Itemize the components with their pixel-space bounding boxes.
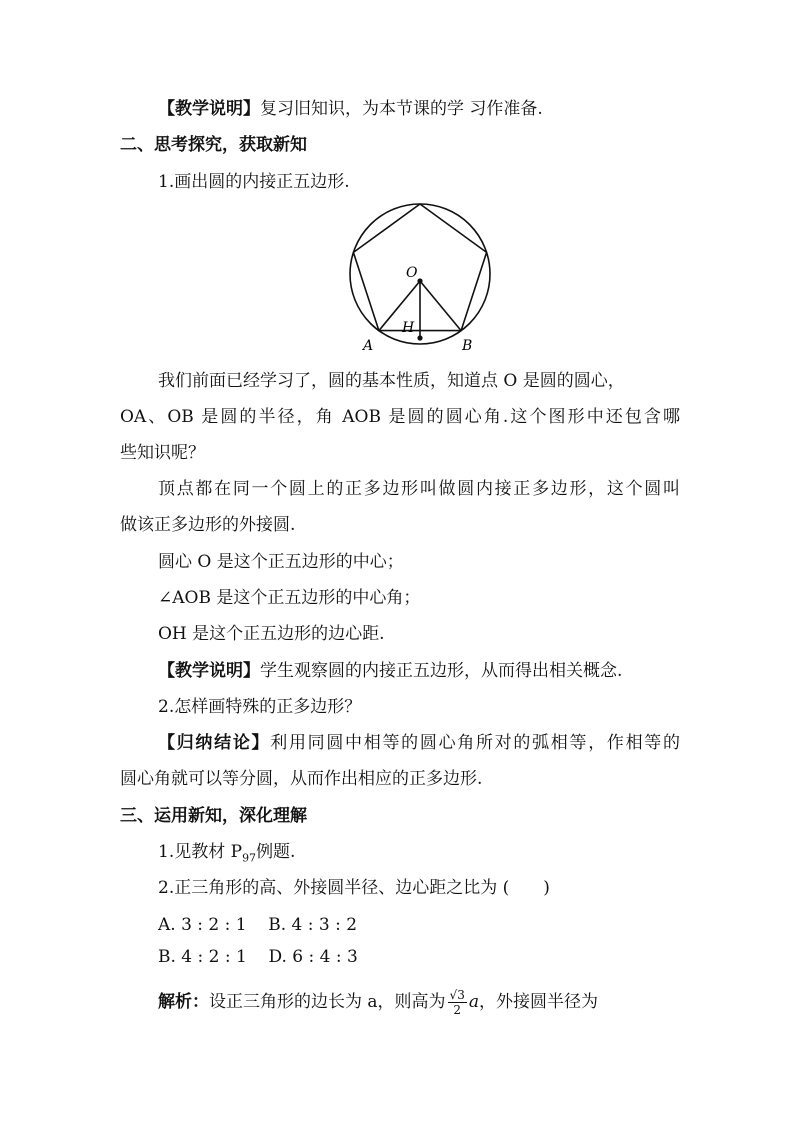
option-b: B. 4 : 3 : 2 bbox=[268, 915, 358, 935]
definition-central-angle: ∠AOB 是这个正五边形的中心角； bbox=[158, 588, 421, 608]
exercise-2: 2.正三角形的高、外接圆半径、边心距之比为 ( ) bbox=[158, 878, 550, 898]
analysis-line bbox=[158, 988, 680, 1017]
section-heading-3: 三、运用新知，深化理解 bbox=[120, 806, 307, 826]
analysis-text-1: 设正三角形的边长为 a，则高为 bbox=[209, 992, 446, 1012]
paragraph-1-line-2: OA、OB 是圆的半径，角 AOB 是圆的圆心角.这个图形中还包含哪 bbox=[120, 407, 680, 427]
teaching-note-label: 【教学说明】 bbox=[158, 99, 260, 119]
teaching-note-2 bbox=[158, 659, 718, 683]
point-H bbox=[417, 335, 422, 340]
teaching-note-1 bbox=[158, 97, 718, 121]
paragraph-1-line-3: 些知识呢？ bbox=[120, 443, 205, 463]
conclusion-line-1 bbox=[158, 731, 680, 755]
paragraph-2-line-1: 顶点都在同一个圆上的正多边形叫做圆内接正多边形，这个圆叫 bbox=[158, 479, 680, 499]
options-row-2 bbox=[158, 945, 718, 969]
conclusion-label: 【归纳结论】 bbox=[158, 733, 271, 753]
teaching-note-text: 复习旧知识，为本节课的学 习作准备. bbox=[260, 99, 543, 119]
analysis-label: 解析： bbox=[158, 992, 209, 1012]
analysis-text-2: ，外接圆半径为 bbox=[478, 992, 598, 1012]
page-number-subscript: 97 bbox=[242, 851, 257, 865]
teaching-note-text: 学生观察圆的内接正五边形，从而得出相关概念. bbox=[260, 661, 623, 681]
segment-OB bbox=[420, 281, 461, 331]
question-2: 2.怎样画特殊的正多边形？ bbox=[158, 697, 362, 717]
fraction-denominator: 2 bbox=[453, 1003, 461, 1017]
definition-center: 圆心 O 是这个正五边形的中心； bbox=[158, 552, 404, 572]
option-d: D. 6 : 4 : 3 bbox=[268, 947, 358, 967]
label-B: B bbox=[462, 338, 473, 354]
options-row-1 bbox=[158, 913, 718, 937]
question-1: 1.画出圆的内接正五边形. bbox=[158, 172, 350, 192]
exercise-1 bbox=[158, 840, 718, 870]
inscribed-pentagon-figure bbox=[330, 198, 500, 358]
fraction-variable: a bbox=[468, 992, 479, 1012]
paragraph-1-line-1: 我们前面已经学习了，圆的基本性质，知道点 O 是圆的圆心， bbox=[158, 371, 625, 391]
conclusion-text-1: 利用同圆中相等的圆心角所对的弧相等，作相等的 bbox=[270, 733, 681, 753]
fraction-sqrt3-over-2 bbox=[448, 988, 467, 1017]
exercise-1-suffix: 例题. bbox=[256, 842, 296, 862]
section-heading-2: 二、思考探究，获取新知 bbox=[120, 135, 307, 155]
teaching-note-label: 【教学说明】 bbox=[158, 661, 260, 681]
option-a: A. 3 : 2 : 1 bbox=[158, 915, 247, 935]
fraction-numerator: √3 bbox=[449, 988, 465, 1002]
point-O bbox=[417, 278, 422, 283]
label-A: A bbox=[363, 338, 374, 354]
label-O: O bbox=[406, 265, 418, 281]
exercise-1-prefix: 1.见教材 P bbox=[158, 842, 243, 862]
label-H: H bbox=[402, 320, 415, 336]
option-c: B. 4 : 2 : 1 bbox=[158, 947, 247, 967]
conclusion-line-2: 圆心角就可以等分圆，从而作出相应的正多边形. bbox=[120, 769, 483, 789]
paragraph-2-line-2: 做该正多边形的外接圆. bbox=[120, 515, 296, 535]
definition-apothem: OH 是这个正五边形的边心距. bbox=[158, 624, 385, 644]
